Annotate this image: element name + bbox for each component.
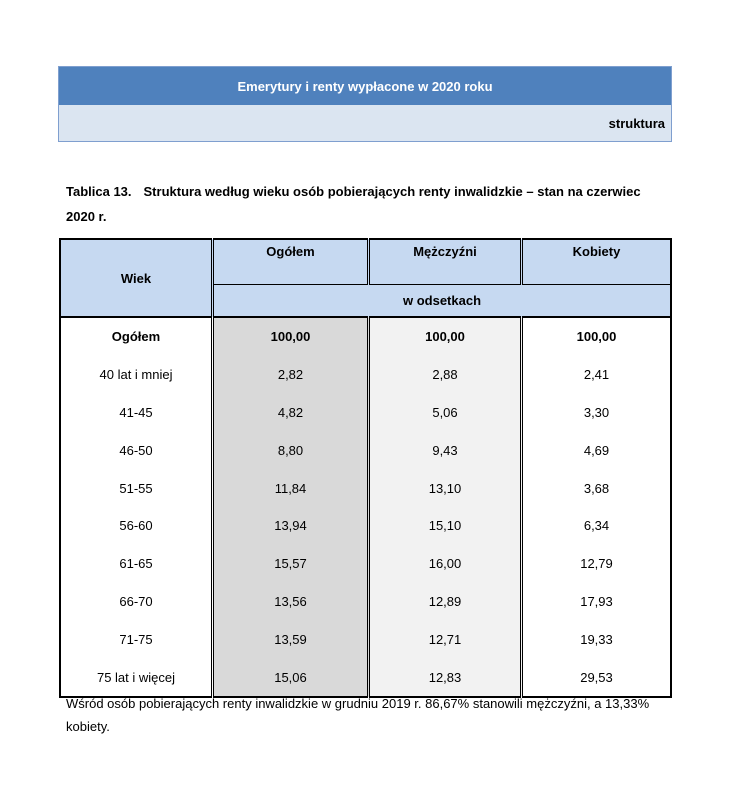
cell-women: 2,41 bbox=[583, 367, 610, 383]
cell-total: 15,57 bbox=[213, 545, 369, 583]
cell-women: 3,68 bbox=[583, 480, 610, 496]
cell-men: 12,71 bbox=[369, 620, 522, 658]
table-row bbox=[60, 545, 671, 583]
table-row bbox=[60, 583, 671, 621]
cell-age: 75 lat i więcej bbox=[60, 658, 213, 697]
cell-total: 8,80 bbox=[213, 431, 369, 469]
cell-men: 2,88 bbox=[369, 356, 522, 394]
cell-women: 19,33 bbox=[580, 631, 613, 647]
cell-women: 29,53 bbox=[580, 669, 613, 685]
table-row bbox=[60, 620, 671, 658]
cell-total: 4,82 bbox=[213, 394, 369, 432]
cell-total: 100,00 bbox=[213, 317, 369, 356]
cell-age: 46-50 bbox=[60, 431, 213, 469]
section-banner bbox=[58, 66, 672, 142]
cell-total: 15,06 bbox=[213, 658, 369, 697]
table-row bbox=[60, 507, 671, 545]
cell-age: 71-75 bbox=[60, 620, 213, 658]
table-caption bbox=[66, 179, 666, 229]
cell-men: 15,10 bbox=[369, 507, 522, 545]
cell-women: 4,69 bbox=[583, 442, 610, 458]
cell-men: 100,00 bbox=[369, 317, 522, 356]
cell-women: 100,00 bbox=[576, 329, 617, 345]
table-number: Tablica 13. bbox=[66, 184, 132, 199]
table-row bbox=[60, 469, 671, 507]
table-title: Struktura według wieku osób pobierających renty inwalidzkie – stan na czerwiec 2020 r. bbox=[66, 184, 641, 224]
cell-age: 56-60 bbox=[60, 507, 213, 545]
banner-title: Emerytury i renty wypłacone w 2020 roku bbox=[59, 67, 671, 105]
table-row bbox=[60, 317, 671, 356]
table-row bbox=[60, 356, 671, 394]
cell-women: 17,93 bbox=[580, 593, 613, 609]
header-men: Mężczyźni bbox=[369, 239, 522, 285]
cell-women: 12,79 bbox=[580, 556, 613, 572]
age-structure-table bbox=[59, 238, 672, 698]
cell-men: 13,10 bbox=[369, 469, 522, 507]
cell-total: 13,56 bbox=[213, 583, 369, 621]
cell-men: 5,06 bbox=[369, 394, 522, 432]
cell-men: 9,43 bbox=[369, 431, 522, 469]
cell-men: 12,83 bbox=[369, 658, 522, 697]
cell-age: Ogółem bbox=[60, 317, 213, 356]
cell-age: 51-55 bbox=[60, 469, 213, 507]
header-women: Kobiety bbox=[522, 239, 672, 285]
header-total: Ogółem bbox=[213, 239, 369, 285]
cell-women: 6,34 bbox=[583, 518, 610, 534]
cell-age: 41-45 bbox=[60, 394, 213, 432]
cell-age: 61-65 bbox=[60, 545, 213, 583]
banner-subtitle: struktura bbox=[59, 105, 671, 141]
table-row bbox=[60, 394, 671, 432]
cell-total: 13,94 bbox=[213, 507, 369, 545]
cell-men: 16,00 bbox=[369, 545, 522, 583]
table-row bbox=[60, 431, 671, 469]
cell-men: 12,89 bbox=[369, 583, 522, 621]
cell-age: 66-70 bbox=[60, 583, 213, 621]
cell-total: 2,82 bbox=[213, 356, 369, 394]
footnote: Wśród osób pobierających renty inwalidzkie w grudniu 2019 r. 86,67% stanowili mężczyźni, a 13,33% kobiety. bbox=[66, 696, 650, 734]
cell-total: 13,59 bbox=[213, 620, 369, 658]
cell-age: 40 lat i mniej bbox=[60, 356, 213, 394]
cell-total: 11,84 bbox=[213, 469, 369, 507]
header-unit: w odsetkach bbox=[213, 285, 672, 318]
cell-women: 3,30 bbox=[583, 404, 610, 420]
header-age: Wiek bbox=[60, 239, 213, 317]
